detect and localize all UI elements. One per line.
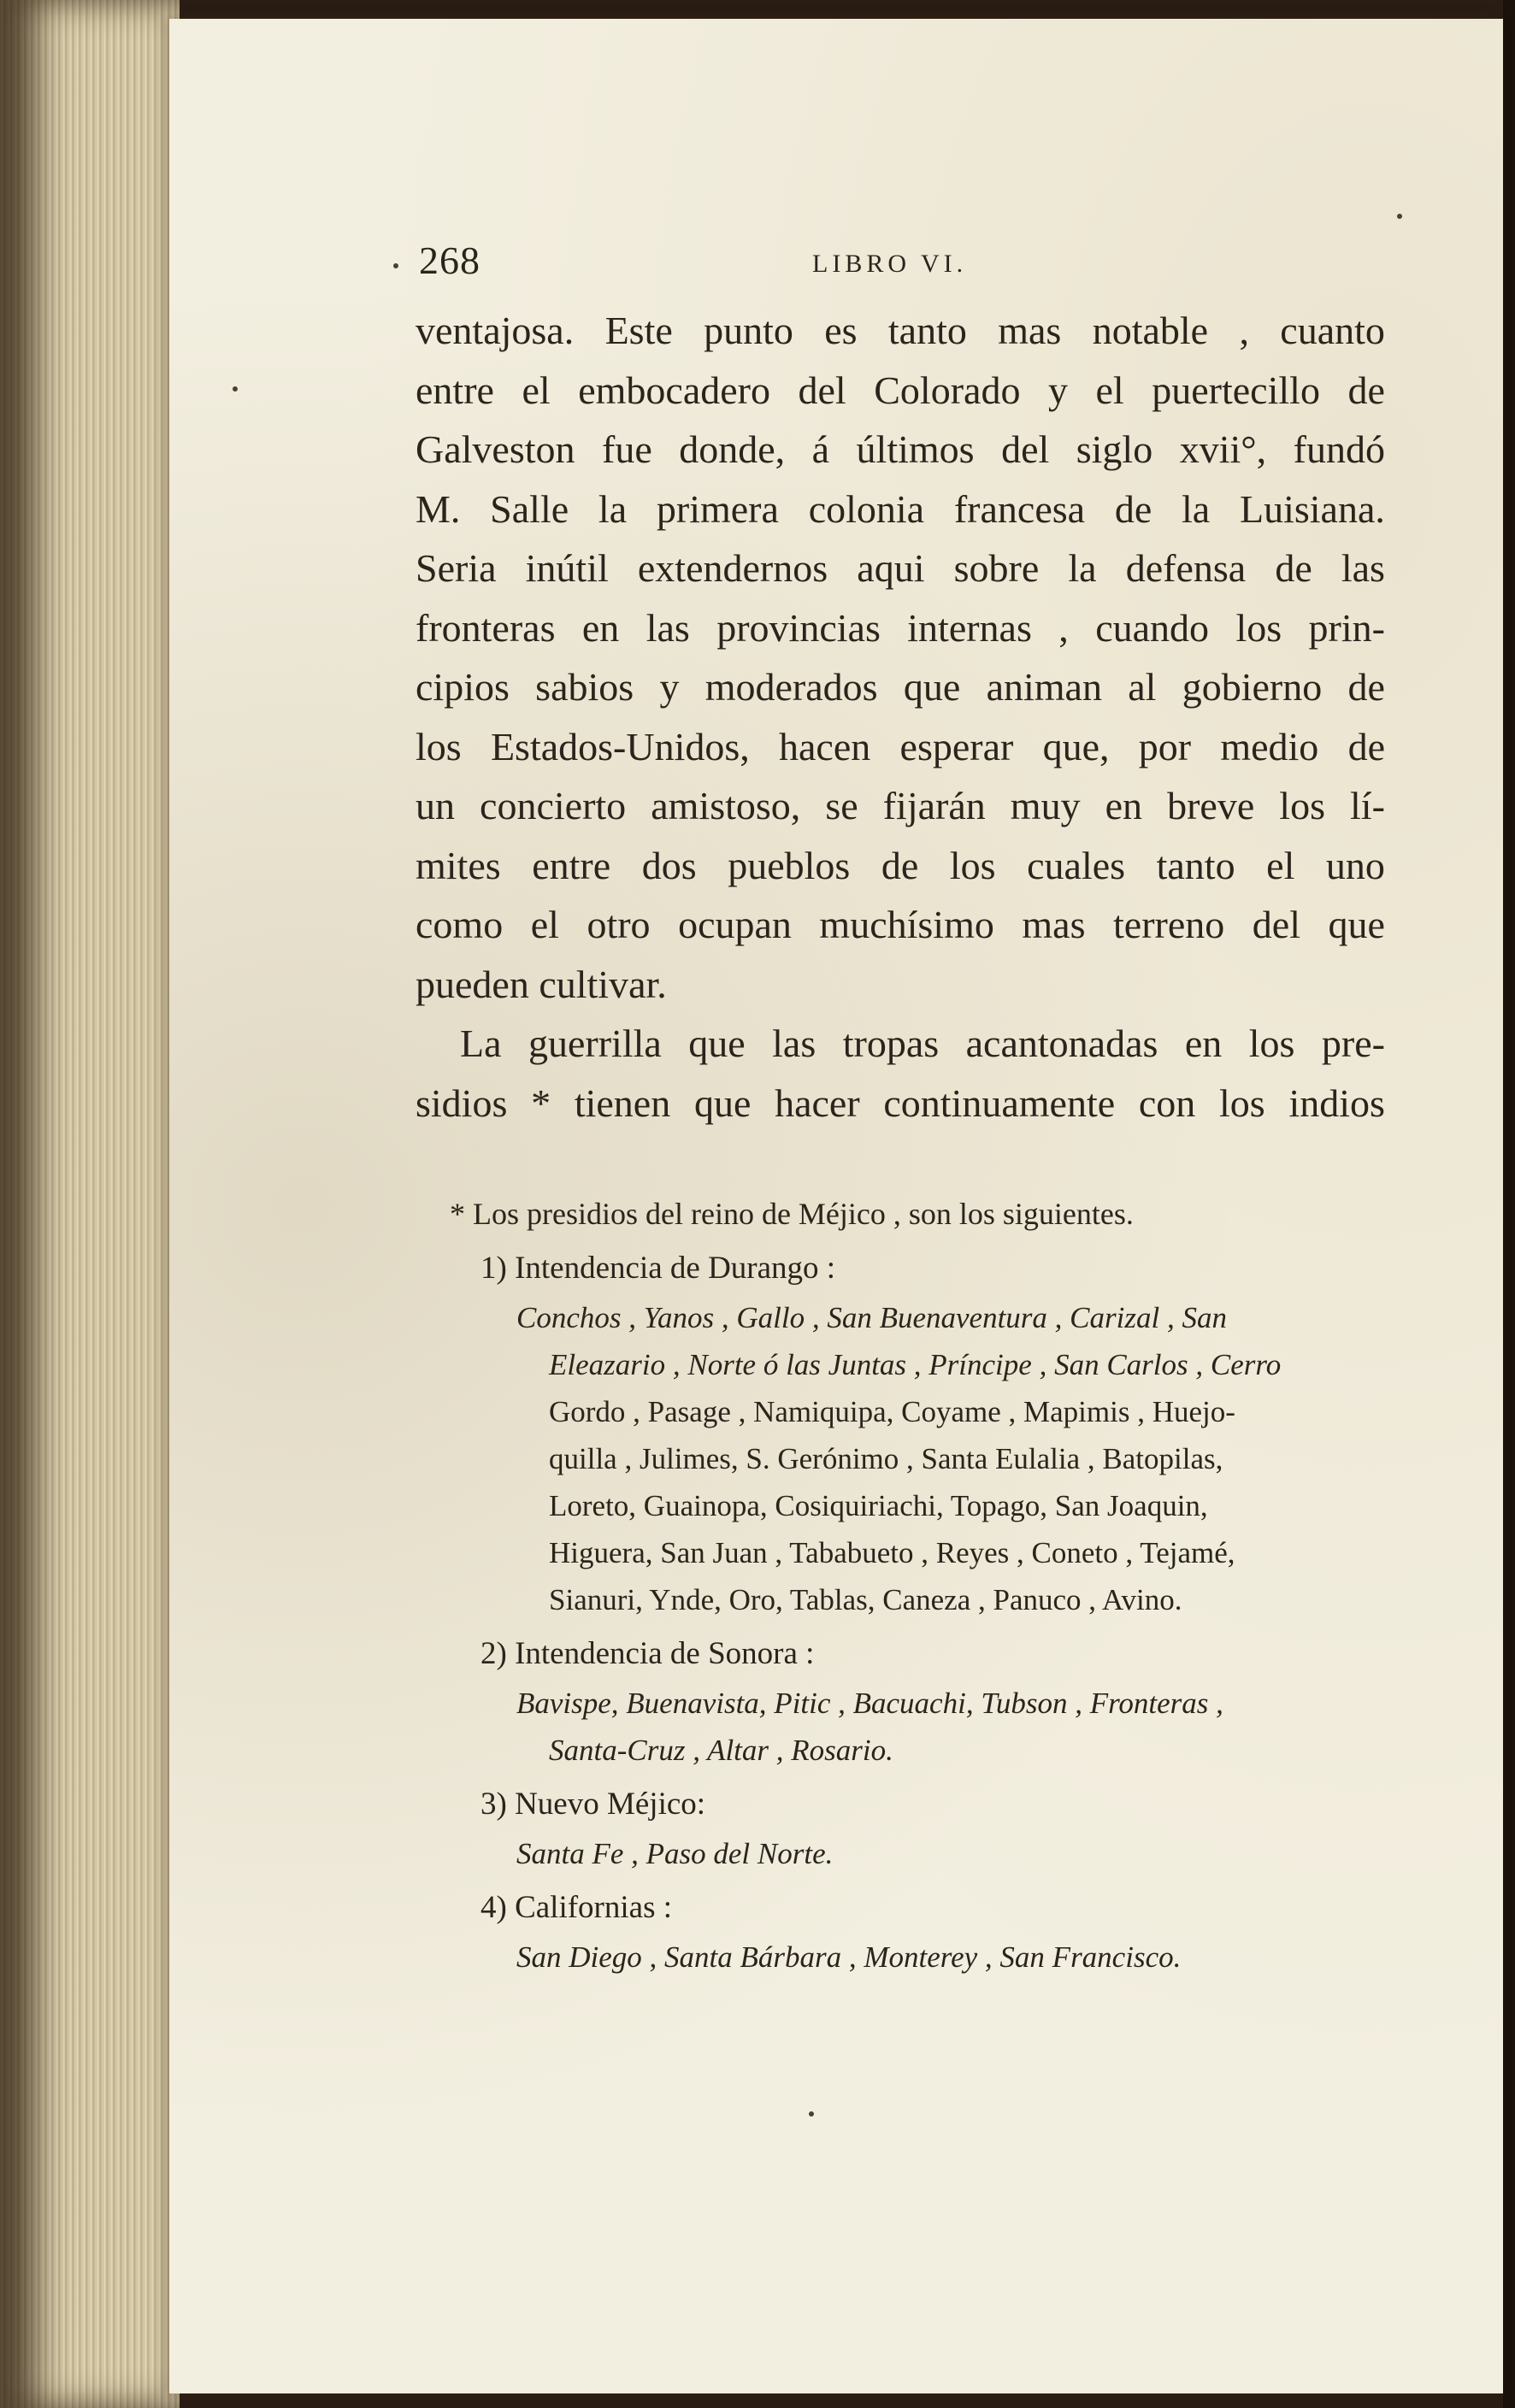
list-line: San Diego , Santa Bárbara , Monterey , San Francisco. [516, 1940, 1182, 1974]
right-border [1503, 0, 1515, 2408]
word: M. [416, 486, 461, 531]
word: moderados [704, 665, 878, 709]
word: terreno [1113, 903, 1225, 946]
word: al [1128, 665, 1157, 709]
word: punto [704, 309, 793, 352]
word: que, [1042, 724, 1110, 768]
word: prin- [1308, 605, 1385, 650]
text-line [416, 420, 1385, 480]
word: Estados-Unidos, [490, 724, 750, 768]
word: fundó [1293, 427, 1385, 471]
word: tienen [574, 1080, 671, 1125]
ink-speck [233, 386, 238, 392]
word: Este [604, 309, 673, 352]
section-list [416, 1294, 1385, 1623]
word: cuanto [1280, 309, 1385, 352]
word: hacer [775, 1080, 860, 1125]
word: tanto [887, 309, 967, 352]
page-header [419, 238, 1385, 289]
word: los [1279, 784, 1325, 827]
section-list [416, 1680, 1385, 1774]
word: notable [1092, 309, 1209, 352]
word: animan [986, 665, 1102, 709]
word: primera [656, 486, 779, 531]
word: mas [1022, 903, 1086, 946]
word: guerrilla [528, 1021, 662, 1065]
word: embocadero [578, 368, 770, 412]
word: concierto [480, 784, 627, 827]
word: pueblos [728, 843, 851, 887]
text-line [416, 776, 1385, 836]
word: aqui [857, 546, 925, 590]
word: otro [587, 903, 651, 946]
word: de [1275, 546, 1312, 590]
word: sobre [953, 546, 1040, 590]
word: que [1328, 903, 1385, 946]
word: siglo [1076, 427, 1153, 471]
section-heading: 4) Californias : [480, 1890, 673, 1925]
text-line [416, 480, 1385, 539]
word: medio [1220, 724, 1319, 768]
word: Seria [416, 546, 497, 590]
word: el [522, 368, 551, 412]
text-line [416, 717, 1385, 777]
word: en [581, 605, 620, 650]
word: como [416, 903, 504, 946]
word: muy [1010, 784, 1081, 827]
word: defensa [1125, 546, 1247, 590]
word: muchísimo [819, 903, 994, 946]
word: de [1347, 368, 1385, 412]
word: , [1058, 605, 1069, 650]
word: ocupan [678, 903, 792, 946]
text-line [416, 1014, 1385, 1074]
word: del [1252, 903, 1300, 946]
word: continuamente [883, 1080, 1116, 1125]
word: donde, [679, 427, 786, 471]
word: mites [416, 843, 501, 887]
word: extendernos [637, 546, 828, 590]
text-line [416, 539, 1385, 598]
word: dos [641, 843, 697, 887]
word: los [949, 843, 996, 887]
word: un [416, 784, 455, 827]
ink-speck [809, 2111, 814, 2117]
word: cuales [1027, 843, 1126, 887]
word: ventajosa. [416, 309, 575, 352]
word: con [1138, 1080, 1196, 1125]
footnote-intro: * Los presidios del reino de Méjico , son los siguientes. [450, 1197, 1134, 1231]
list-line: Higuera, San Juan , Tababueto , Reyes , Coneto , Tejamé, [549, 1536, 1235, 1569]
word: francesa [953, 486, 1086, 531]
word: de [881, 843, 919, 887]
word: mas [998, 309, 1062, 352]
text-line [416, 657, 1385, 717]
text-line [416, 301, 1385, 361]
word: entre [416, 368, 494, 412]
word: uno [1325, 843, 1385, 887]
word: fue [602, 427, 652, 471]
word: cipios [416, 665, 510, 709]
word: en [1105, 784, 1143, 827]
word: internas [907, 605, 1032, 650]
list-line: Loreto, Guainopa, Cosiquiriachi, Topago, San Joaquin, [549, 1489, 1208, 1522]
word: amistoso, [651, 784, 801, 827]
page-edges [0, 0, 180, 2408]
word: cuando [1095, 605, 1210, 650]
word: últimos [856, 427, 975, 471]
word: Galveston [416, 427, 575, 471]
word: y [1047, 368, 1068, 412]
list-line: Conchos , Yanos , Gallo , San Buenaventura , Carizal , San [516, 1301, 1227, 1334]
word: inútil [525, 546, 609, 590]
word: tanto [1156, 843, 1235, 887]
word: Salle [490, 486, 569, 531]
word: de [1347, 724, 1385, 768]
word: lí- [1350, 784, 1385, 827]
word: los [1248, 1021, 1295, 1065]
word: las [772, 1021, 816, 1065]
text-line [416, 598, 1385, 658]
word: breve [1167, 784, 1255, 827]
word: que [688, 1021, 746, 1065]
section-heading: 3) Nuevo Méjico: [480, 1787, 706, 1822]
word: el [530, 903, 559, 946]
section-list [416, 1830, 1385, 1877]
footnote [416, 1190, 1385, 1981]
word: gobierno [1182, 665, 1323, 709]
word: sidios [416, 1080, 508, 1125]
word: se [825, 784, 858, 827]
word: hacen [779, 724, 871, 768]
word: los [416, 724, 462, 768]
word: acantonadas [965, 1021, 1158, 1065]
word: tropas [842, 1021, 940, 1065]
word: los [1219, 1080, 1265, 1125]
word: provincias [716, 605, 881, 650]
word: de [1114, 486, 1152, 531]
list-line: Bavispe, Buenavista, Pitic , Bacuachi, Tubson , Fronteras , [516, 1687, 1223, 1720]
text-line: pueden cultivar. [416, 962, 667, 1006]
list-line: Gordo , Pasage , Namiquipa, Coyame , Mapimis , Huejo- [549, 1395, 1235, 1428]
word: las [645, 605, 690, 650]
word: en [1184, 1021, 1223, 1065]
list-line: Sianuri, Ynde, Oro, Tablas, Caneza , Panuco , Avino. [549, 1583, 1182, 1616]
word: entre [532, 843, 611, 887]
word: la [1182, 486, 1211, 531]
word: que [693, 1080, 752, 1125]
word: Luisiana. [1240, 486, 1385, 531]
word: que [903, 665, 961, 709]
word: á [811, 427, 830, 471]
word: esperar [899, 724, 1014, 768]
word: * [531, 1080, 551, 1125]
main-text [416, 301, 1385, 1133]
word: La [460, 1021, 502, 1065]
word: xvii°, [1179, 427, 1267, 471]
section-list [416, 1934, 1385, 1981]
list-line: Eleazario , Norte ó las Juntas , Príncipe , San Carlos , Cerro [549, 1348, 1282, 1381]
text-line [416, 895, 1385, 955]
text-line [416, 1074, 1385, 1133]
word: los [1235, 605, 1282, 650]
word: , [1239, 309, 1249, 352]
word: indios [1288, 1080, 1385, 1125]
word: el [1266, 843, 1295, 887]
word: del [798, 368, 846, 412]
word: y [659, 665, 680, 709]
word: de [1347, 665, 1385, 709]
list-line: Santa Fe , Paso del Norte. [516, 1837, 834, 1870]
section-heading: 2) Intendencia de Sonora : [480, 1636, 815, 1671]
word: la [598, 486, 628, 531]
word: por [1138, 724, 1192, 768]
list-line: quilla , Julimes, S. Gerónimo , Santa Eulalia , Batopilas, [549, 1442, 1223, 1475]
word: Colorado [874, 368, 1021, 412]
section-heading: 1) Intendencia de Durango : [480, 1251, 836, 1286]
word: la [1068, 546, 1097, 590]
word: del [1001, 427, 1050, 471]
word: colonia [808, 486, 925, 531]
ink-speck [393, 263, 398, 268]
page-number: 268 [419, 238, 480, 282]
word: fronteras [416, 605, 556, 650]
ink-speck [1397, 214, 1402, 219]
word: puertecillo [1152, 368, 1320, 412]
word: pre- [1321, 1021, 1385, 1065]
text-line [416, 361, 1385, 421]
word: el [1095, 368, 1124, 412]
text-line [416, 836, 1385, 896]
word: es [824, 309, 858, 352]
word: sabios [535, 665, 634, 709]
list-line: Santa-Cruz , Altar , Rosario. [549, 1734, 893, 1767]
running-head: LIBRO VI. [812, 250, 968, 278]
word: fijarán [882, 784, 986, 827]
word: las [1341, 546, 1385, 590]
